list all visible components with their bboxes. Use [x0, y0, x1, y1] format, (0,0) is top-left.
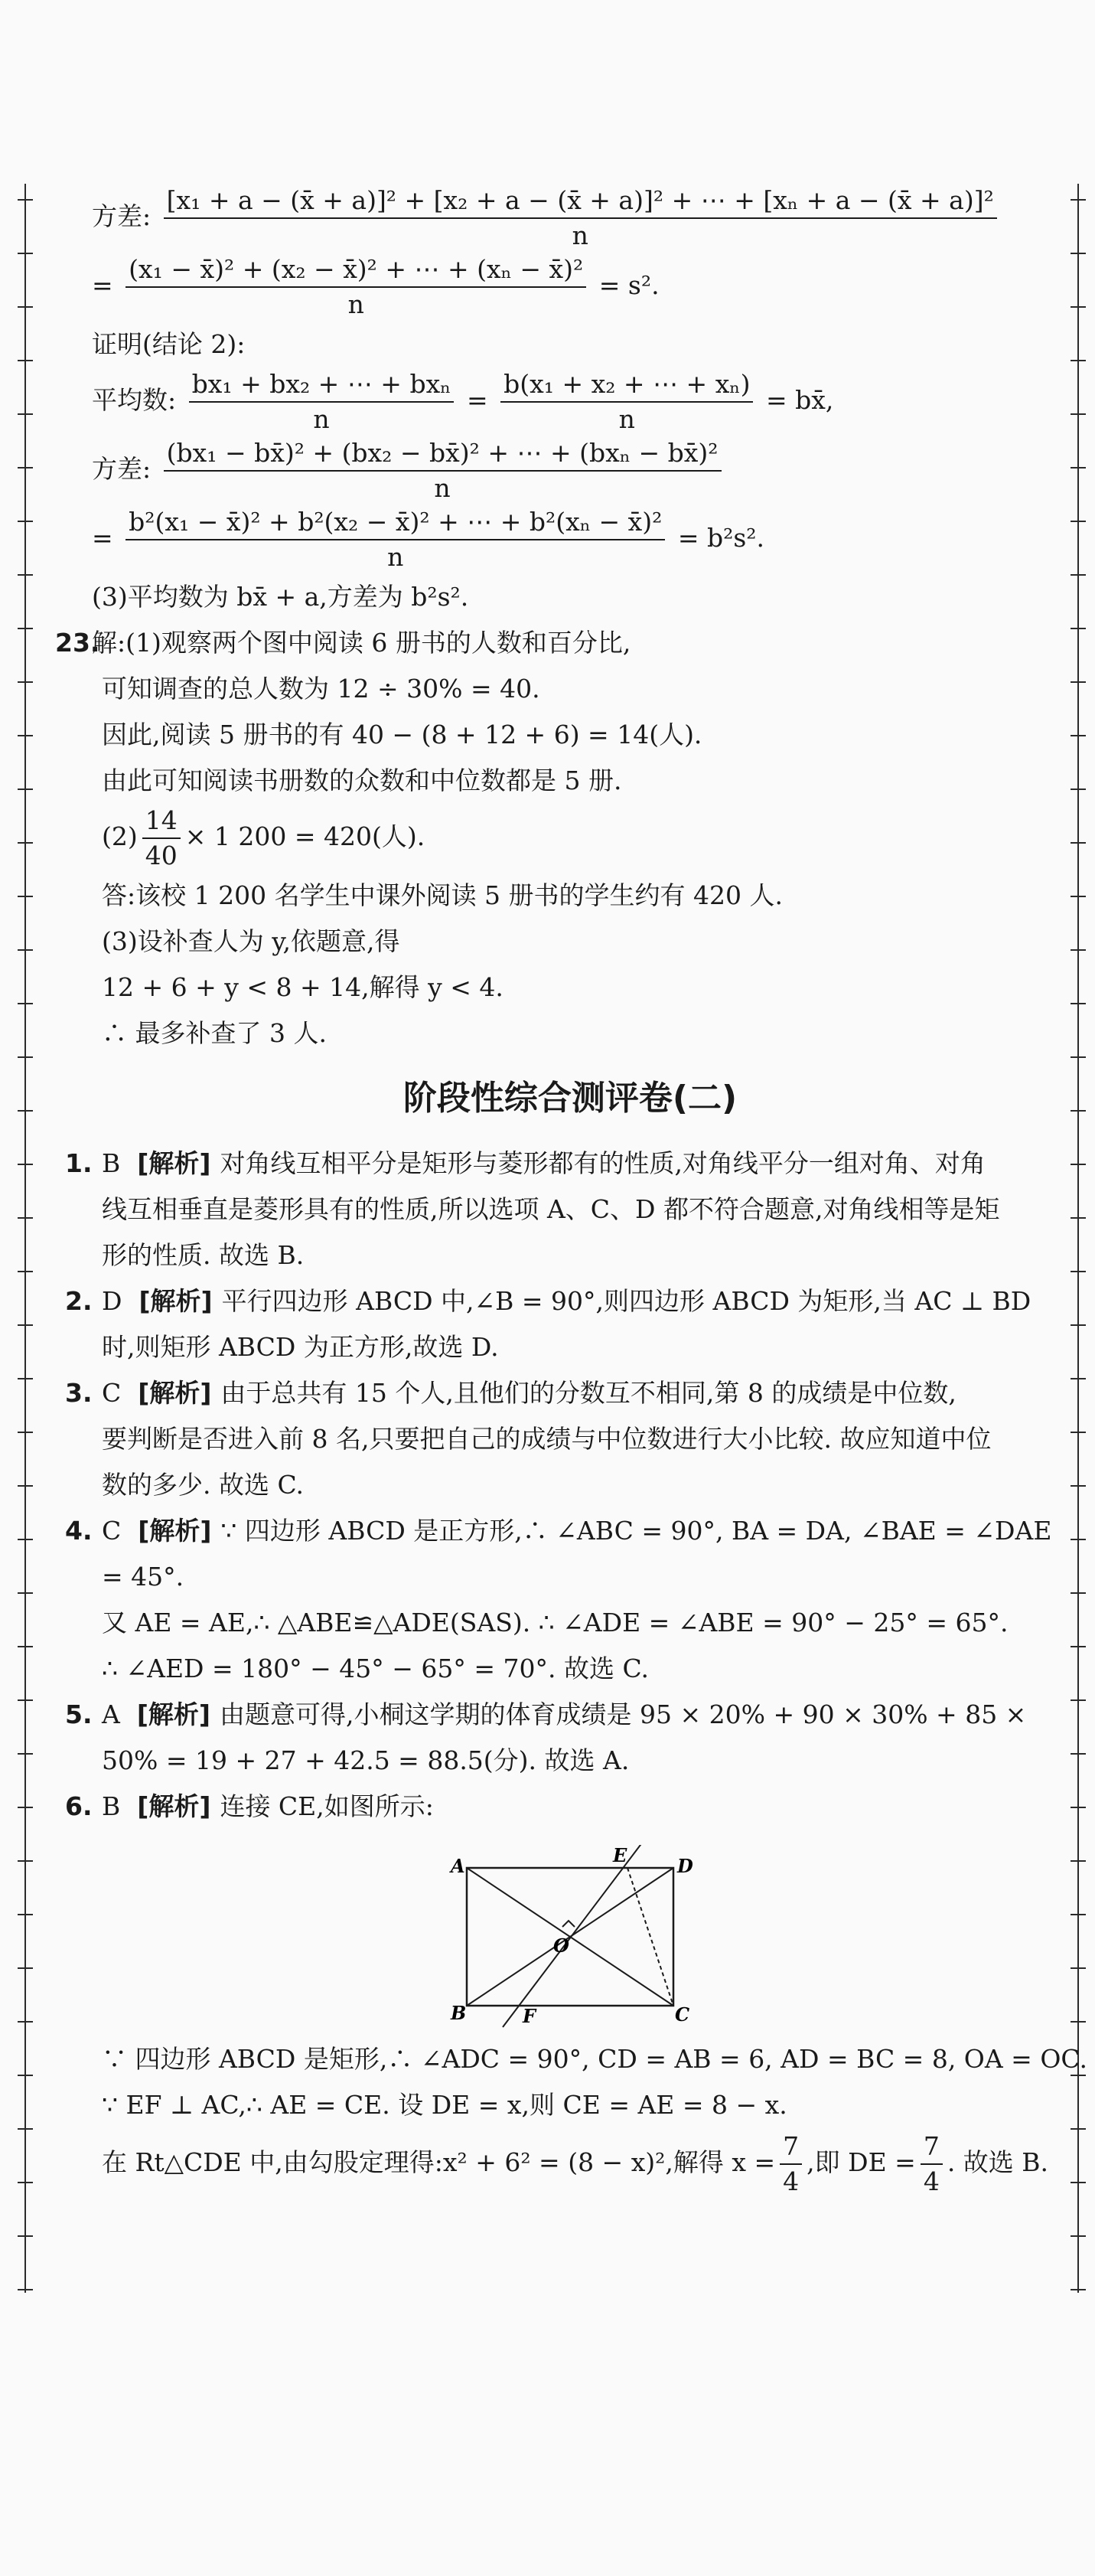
analysis-tag: [解析]	[139, 1286, 213, 1316]
margin-tick	[1071, 1699, 1086, 1701]
answer-text: 要判断是否进入前 8 名,只要把自己的成绩与中位数进行大小比较. 故应知道中位	[102, 1424, 992, 1454]
margin-tick	[18, 199, 33, 201]
margin-tick	[1071, 199, 1086, 201]
margin-tick	[1071, 1217, 1086, 1219]
mean-fraction-2	[500, 367, 753, 436]
margin-tick	[18, 1164, 33, 1165]
answer-2-line	[65, 1278, 1048, 1324]
q23-text-5: × 1 200 = 420(人).	[184, 821, 425, 851]
page-content	[55, 184, 1087, 2199]
analysis-tag: [解析]	[138, 1516, 212, 1546]
section-title: 阶段性综合测评卷(二)	[402, 1079, 738, 1118]
label-d: D	[677, 1855, 693, 1877]
margin-tick	[1071, 1807, 1086, 1808]
margin-tick	[1071, 1592, 1086, 1594]
q23-text-2: 可知调查的总人数为 12 ÷ 30% = 40.	[102, 674, 540, 704]
q23-text-8: 12 + 6 + y < 8 + 14,解得 y < 4.	[102, 972, 504, 1002]
margin-tick	[18, 1753, 33, 1755]
q6-text-4: ,即 DE =	[807, 2147, 916, 2177]
q6-text-3: 在 Rt△CDE 中,由勾股定理得:x² + 6² = (8 − x)²,解得 x =	[102, 2147, 776, 2177]
analysis-tag: [解析]	[137, 1148, 211, 1178]
answer-3-line	[92, 1462, 1048, 1508]
answer-3-line	[65, 1370, 1048, 1416]
margin-tick	[18, 628, 33, 629]
margin-tick	[1071, 628, 1086, 629]
variance-fraction	[164, 184, 997, 253]
answer-text: 连接 CE,如图所示:	[220, 1791, 434, 1821]
answer-choice: C	[102, 1516, 122, 1546]
margin-tick	[1071, 2289, 1086, 2290]
mean-denominator-2: n	[618, 404, 635, 434]
margin-tick	[1071, 2128, 1086, 2130]
q23-text-7: (3)设补查人为 y,依题意,得	[102, 926, 400, 956]
margin-tick	[1071, 949, 1086, 951]
variance3-denominator: n	[387, 542, 404, 572]
answer-text: 形的性质. 故选 B.	[102, 1240, 305, 1270]
margin-tick	[1071, 574, 1086, 576]
margin-tick	[1071, 306, 1086, 308]
variance2-numerator: (bx₁ − bx̄)² + (bx₂ − bx̄)² + ⋯ + (bxₙ − bx̄)²	[164, 436, 722, 472]
variance-line-1	[92, 184, 1048, 253]
margin-tick	[18, 896, 33, 897]
margin-tick	[1071, 1753, 1086, 1755]
variance-label: 方差:	[92, 201, 152, 231]
answer-choice: A	[102, 1699, 120, 1729]
answer-3-line	[92, 1416, 1048, 1462]
answer-choice: B	[102, 1148, 121, 1178]
margin-tick	[18, 949, 33, 951]
margin-tick	[18, 1056, 33, 1058]
margin-tick	[18, 1432, 33, 1433]
variance2-fraction	[164, 436, 722, 505]
margin-tick	[1071, 1485, 1086, 1487]
label-o: O	[553, 1934, 569, 1957]
label-e: E	[613, 1845, 627, 1866]
margin-tick	[1071, 467, 1086, 469]
analysis-tag: [解析]	[136, 1699, 211, 1729]
margin-tick	[18, 306, 33, 308]
margin-tick	[18, 1914, 33, 1915]
q6-text-1: ∵ 四边形 ABCD 是矩形,∴ ∠ADC = 90°, CD = AB = 6, AD = BC = 8, OA = OC.	[102, 2044, 1087, 2074]
answer-text: 数的多少. 故选 C.	[102, 1470, 305, 1500]
variance-result: = s².	[598, 270, 660, 300]
margin-tick	[18, 1860, 33, 1862]
margin-tick	[1071, 2021, 1086, 2023]
q6-text-5: . 故选 B.	[947, 2147, 1049, 2177]
mean-numerator-1: bx₁ + bx₂ + ⋯ + bxₙ	[189, 367, 455, 403]
answer-1-line	[65, 1141, 1048, 1187]
margin-tick	[18, 2075, 33, 2076]
margin-tick	[1071, 1110, 1086, 1112]
part3-conclusion: (3)平均数为 bx̄ + a,方差为 b²s².	[92, 582, 469, 612]
margin-tick	[18, 574, 33, 576]
mean-label: 平均数:	[92, 385, 177, 415]
label-c: C	[675, 2003, 690, 2026]
margin-tick	[18, 521, 33, 522]
answer-4-line	[65, 1508, 1052, 1554]
variance2-label: 方差:	[92, 454, 152, 484]
answer-choice: D	[102, 1286, 122, 1316]
mean-line: 平均数: $\frac{\text{bx₁ + bx₂ + ⋯ + bxₙ}}{n}$ = $\frac{\text{b(x₁ + x₂ + ⋯ + xₙ)}}{n}$ = bx̄,	[92, 367, 1048, 436]
margin-tick	[18, 1539, 33, 1540]
margin-tick	[18, 2289, 33, 2290]
q6-fraction-1-num: 7	[780, 2130, 802, 2165]
answer-text: 时,则矩形 ABCD 为正方形,故选 D.	[102, 1332, 499, 1362]
margin-tick	[1071, 735, 1086, 736]
answer-text: 线互相垂直是菱形具有的性质,所以选项 A、C、D 都不符合题意,对角线相等是矩	[102, 1194, 1000, 1224]
margin-tick	[1071, 1378, 1086, 1379]
q23-number: 23.	[55, 628, 100, 658]
margin-tick	[1071, 1646, 1086, 1647]
margin-tick	[18, 2021, 33, 2023]
q23-text-6: 答:该校 1 200 名学生中课外阅读 5 册书的学生约有 420 人.	[102, 880, 784, 910]
q23-text-4: 由此可知阅读书册数的众数和中位数都是 5 册.	[102, 766, 622, 795]
answer-5-line	[65, 1692, 1048, 1738]
label-b: B	[451, 2002, 467, 2024]
label-f: F	[523, 2005, 536, 2027]
margin-tick	[1071, 1324, 1086, 1326]
q23-fraction	[142, 804, 181, 873]
margin-tick	[1071, 1914, 1086, 1915]
q6-text-2: ∵ EF ⊥ AC,∴ AE = CE. 设 DE = x,则 CE = AE = 8 − x.	[102, 2090, 787, 2120]
q6-fraction-2-num: 7	[921, 2130, 943, 2165]
variance-numerator-2: (x₁ − x̄)² + (x₂ − x̄)² + ⋯ + (xₙ − x̄)²	[125, 253, 586, 288]
q6-fraction-2-den: 4	[923, 2166, 940, 2196]
answer-text: 由于总共有 15 个人,且他们的分数互不相同,第 8 的成绩是中位数,	[220, 1378, 956, 1408]
margin-tick	[1071, 253, 1086, 254]
margin-tick	[1071, 2182, 1086, 2183]
answer-1-line	[92, 1187, 1048, 1232]
answer-number: 5.	[65, 1699, 93, 1729]
proof-heading: 证明(结论 2):	[92, 329, 246, 359]
q23-fraction-den: 40	[145, 841, 178, 870]
answer-text: 又 AE = AE,∴ △ABE≌△ADE(SAS). ∴ ∠ADE = ∠ABE = 90° − 25° = 65°.	[102, 1608, 1009, 1637]
margin-tick	[18, 788, 33, 790]
answer-number: 2.	[65, 1286, 93, 1316]
margin-tick	[18, 2128, 33, 2130]
margin-tick	[18, 681, 33, 683]
answer-text: 对角线互相平分是矩形与菱形都有的性质,对角线平分一组对角、对角	[220, 1148, 986, 1178]
margin-tick	[1071, 2235, 1086, 2237]
answer-text: 50% = 19 + 27 + 42.5 = 88.5(分). 故选 A.	[102, 1745, 630, 1775]
answer-text: 由题意可得,小桐这学期的体育成绩是 95 × 20% + 90 × 30% + 85 ×	[220, 1699, 1027, 1729]
variance-denominator: n	[572, 220, 588, 250]
analysis-tag: [解析]	[137, 1791, 211, 1821]
margin-tick	[18, 842, 33, 844]
margin-tick	[18, 1271, 33, 1272]
margin-tick	[1071, 413, 1086, 415]
answer-2-line	[92, 1324, 1048, 1370]
answer-6-line	[65, 1784, 1048, 1830]
variance-line-2: = $\frac{\text{(x₁ − x̄)² + (x₂ − x̄)² + ⋯ + (xₙ − x̄)²}}{n}$ = s².	[92, 253, 1048, 322]
analysis-tag: [解析]	[138, 1378, 212, 1408]
answers-list	[65, 1141, 1052, 1830]
q23-line-1	[55, 620, 1048, 666]
variance3-fraction	[125, 505, 665, 574]
q23-text-1: 解:(1)观察两个图中阅读 6 册书的人数和百分比,	[92, 628, 631, 658]
variance-numerator: [x₁ + a − (x̄ + a)]² + [x₂ + a − (x̄ + a)]² + ⋯ + [xₙ + a − (x̄ + a)]²	[164, 184, 997, 219]
right-angle-mark	[562, 1921, 575, 1927]
variance3-line: = $\frac{\text{b²(x₁ − x̄)² + b²(x₂ − x̄)² + ⋯ + b²(xₙ − x̄)²}}{n}$ = b²s².	[92, 505, 1048, 574]
margin-tick	[1071, 681, 1086, 683]
line-ef	[503, 1845, 645, 2027]
answer-text: = 45°.	[102, 1562, 184, 1592]
answer-text: ∵ 四边形 ABCD 是正方形,∴ ∠ABC = 90°, BA = DA, ∠BAE = ∠DAE	[220, 1516, 1052, 1546]
q23-fraction-num: 14	[142, 804, 181, 839]
right-margin-line	[1077, 184, 1079, 2293]
answer-1-line	[92, 1232, 1048, 1278]
q23-line-5	[92, 804, 1048, 873]
margin-tick	[18, 413, 33, 415]
q6-fraction-1	[780, 2130, 802, 2199]
margin-tick	[18, 2235, 33, 2237]
q23-text-9: ∴ 最多补查了 3 人.	[102, 1018, 327, 1048]
variance-fraction-2	[125, 253, 586, 322]
margin-tick	[18, 1807, 33, 1808]
q23-text-3: 因此,阅读 5 册书的有 40 − (8 + 12 + 6) = 14(人).	[102, 720, 702, 749]
mean-denominator-1: n	[313, 404, 330, 434]
answer-choice: C	[102, 1378, 122, 1408]
rectangle-figure	[440, 1845, 700, 2029]
margin-tick	[1071, 1967, 1086, 1969]
margin-tick	[1071, 896, 1086, 897]
margin-tick	[1071, 1164, 1086, 1165]
answer-text: ∴ ∠AED = 180° − 45° − 65° = 70°. 故选 C.	[102, 1654, 650, 1683]
margin-tick	[18, 2182, 33, 2183]
left-margin-line	[24, 184, 26, 2293]
margin-tick	[18, 1967, 33, 1969]
q6-line-3	[92, 2128, 1048, 2199]
mean-result: = bx̄,	[765, 385, 834, 415]
q23-part2-label: (2)	[102, 821, 138, 851]
margin-tick	[18, 1485, 33, 1487]
margin-tick	[1071, 1271, 1086, 1272]
answer-number: 1.	[65, 1148, 93, 1178]
variance3-result: = b²s².	[677, 523, 764, 553]
margin-tick	[1071, 1539, 1086, 1540]
margin-tick	[1071, 788, 1086, 790]
answer-5-line	[92, 1738, 1048, 1784]
mean-fraction-1	[189, 367, 455, 436]
margin-tick	[1071, 1003, 1086, 1004]
label-a: A	[451, 1855, 465, 1877]
margin-tick	[1071, 360, 1086, 361]
variance-denominator-2: n	[347, 289, 364, 319]
answer-number: 3.	[65, 1378, 93, 1408]
q6-fraction-1-den: 4	[783, 2166, 800, 2196]
margin-tick	[1071, 1056, 1086, 1058]
margin-tick	[18, 1646, 33, 1647]
margin-tick	[18, 467, 33, 469]
answer-4-line	[92, 1646, 1048, 1692]
dashed-ce	[627, 1868, 673, 2006]
answer-4-line	[92, 1600, 1048, 1646]
margin-tick	[1071, 1432, 1086, 1433]
variance2-line	[92, 436, 1048, 505]
margin-tick	[18, 1324, 33, 1326]
variance2-denominator: n	[434, 473, 451, 503]
margin-tick	[18, 1110, 33, 1112]
mean-numerator-2: b(x₁ + x₂ + ⋯ + xₙ)	[500, 367, 753, 403]
answer-4-line	[92, 1554, 1048, 1600]
margin-tick	[18, 1378, 33, 1379]
margin-tick	[1071, 1860, 1086, 1862]
q6-fraction-2	[921, 2130, 943, 2199]
margin-tick	[18, 1217, 33, 1219]
answer-text: 平行四边形 ABCD 中,∠B = 90°,则四边形 ABCD 为矩形,当 AC ⊥ BD	[221, 1286, 1031, 1316]
margin-tick	[1071, 521, 1086, 522]
margin-tick	[18, 1699, 33, 1701]
answer-number: 6.	[65, 1791, 93, 1821]
margin-tick	[1071, 2075, 1086, 2076]
variance3-numerator: b²(x₁ − x̄)² + b²(x₂ − x̄)² + ⋯ + b²(xₙ − x̄)²	[125, 505, 665, 540]
answer-number: 4.	[65, 1516, 93, 1546]
margin-tick	[18, 1592, 33, 1594]
margin-tick	[18, 253, 33, 254]
margin-tick	[18, 1003, 33, 1004]
margin-tick	[1071, 842, 1086, 844]
answer-choice: B	[102, 1791, 121, 1821]
margin-tick	[18, 735, 33, 736]
margin-tick	[18, 360, 33, 361]
